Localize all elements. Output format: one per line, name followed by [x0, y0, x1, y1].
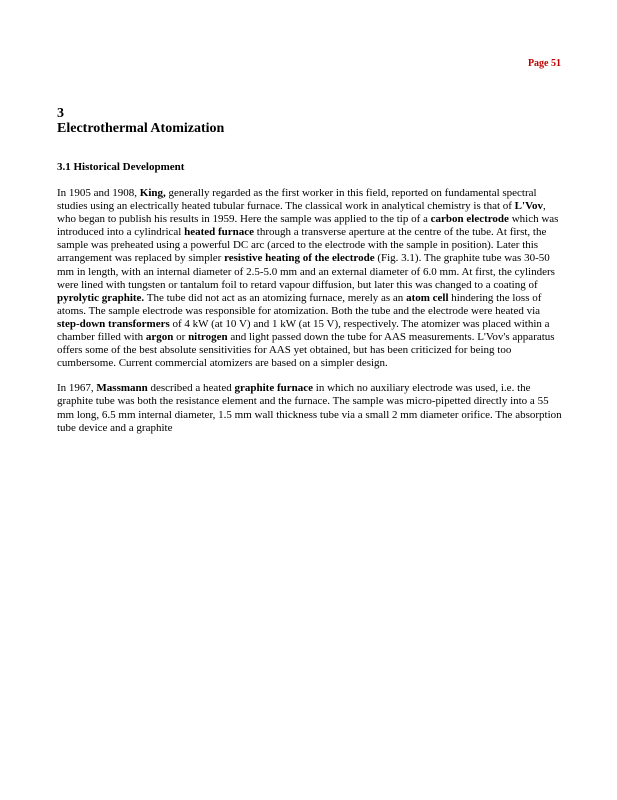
text-run: In 1905 and 1908,: [57, 187, 140, 199]
bold-term: resistive heating of the electrode: [224, 252, 375, 265]
bold-term: graphite furnace: [234, 382, 314, 395]
text-run: generally regarded as the first worker in this field, reported on fundamental spectral studies using an electrically heated tubular furnace. The classical work in analytical chemistry is that of: [57, 187, 537, 213]
bold-term: Massmann: [96, 382, 148, 395]
section-title: 3.1 Historical Development: [57, 161, 185, 173]
text-run: In 1967,: [57, 382, 97, 395]
text-run: described a heated: [147, 382, 235, 395]
text-run: The tube did not act as an atomizing furnace, merely as an: [144, 291, 407, 304]
text-run: (Fig. 3.1). The graphite tube was 30-50 mm in length, with an internal diameter of 2.5-5.0 mm and an external diameter of 6.0 mm. At first, the cylinders were lined with tungsten or tantalum foil to retard vapour diffusion, but later this was changed to a coating of: [57, 252, 555, 291]
bold-term: heated furnace: [184, 226, 255, 239]
text-run: , who began to publish his results in 1959. Here the sample was applied to the tip of a: [57, 200, 546, 226]
bold-term: King,: [139, 187, 166, 199]
text-run: which was introduced into a cylindrical: [57, 213, 559, 239]
chapter-number: 3: [57, 106, 64, 121]
text-run: and light passed down the tube for AAS measurements. L'Vov's apparatus offers some of the best absolute sensitivities for AAS yet obtained, but has been criticized for being too cumbersome. Current commercial atomizers are based on a simpler design.: [57, 331, 555, 370]
chapter-title: Electrothermal Atomization: [57, 121, 225, 136]
paragraph-massmann: [57, 382, 562, 434]
text-run: or: [173, 331, 189, 344]
bold-term: argon: [145, 331, 174, 344]
page-number: Page 51: [527, 58, 561, 69]
bold-term: pyrolytic graphite.: [57, 291, 145, 304]
bold-term: atom cell: [406, 291, 449, 304]
bold-term: step-down transformers: [57, 317, 170, 330]
text-run: through a transverse aperture at the centre of the tube. At first, the sample was preheated using a powerful DC arc (arced to the electrode with the sample in position). Later this arrangement was replaced by simpler: [57, 226, 547, 265]
text-run: of 4 kW (at 10 V) and 1 kW (at 15 V), respectively. The atomizer was placed within a chamber filled with: [57, 317, 550, 344]
bold-term: nitrogen: [188, 331, 228, 344]
text-run: in which no auxiliary electrode was used, i.e. the graphite tube was both the resistance element and the furnace. The sample was micro-pipetted directly into a 55 mm long, 6.5 mm internal diameter, 1.5 mm wall thickness tube via a small 2 mm diameter orifice. The absorption tube device and a graphite: [57, 382, 562, 434]
bold-term: carbon electrode: [430, 213, 509, 226]
text-run: hindering the loss of atoms. The sample electrode was responsible for atomization. Both the tube and the electrode were heated via: [57, 291, 542, 317]
bold-term: L'Vov: [514, 200, 543, 213]
paragraph-king-lvov: [57, 187, 562, 370]
document-body: [57, 107, 562, 435]
